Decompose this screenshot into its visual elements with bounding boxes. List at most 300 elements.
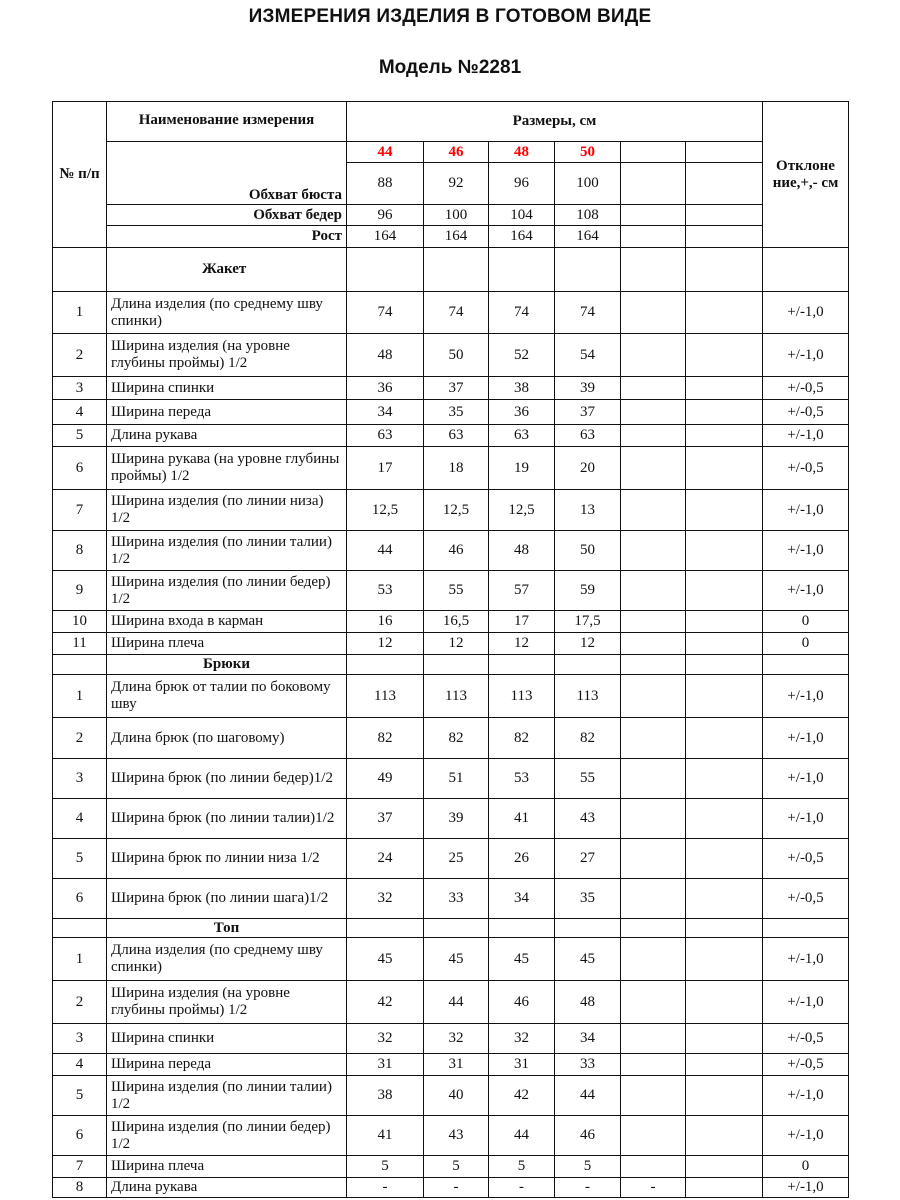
size-value: -: [555, 1178, 621, 1198]
row-number: 2: [53, 718, 107, 759]
deviation-value: +/-0,5: [763, 1054, 849, 1076]
row-number: 6: [53, 447, 107, 490]
size-value: 12: [424, 633, 489, 655]
deviation-value: +/-1,0: [763, 759, 849, 799]
deviation-value: +/-0,5: [763, 1024, 849, 1054]
row-number: 1: [53, 938, 107, 981]
size-value: -: [621, 1178, 686, 1198]
size-value: 16,5: [424, 611, 489, 633]
size-value: [686, 1116, 763, 1156]
table-row: [53, 981, 849, 1024]
header-row-sizes: [53, 142, 849, 163]
empty-cell: [555, 248, 621, 292]
deviation-value: +/-0,5: [763, 879, 849, 919]
table-row: [53, 447, 849, 490]
header-sizes: Размеры, см: [347, 102, 763, 142]
table-row: [53, 377, 849, 400]
empty-cell: [621, 919, 686, 938]
measurement-name: Ширина изделия (по линии бедер) 1/2: [107, 1116, 347, 1156]
size-value: 33: [424, 879, 489, 919]
hips-value: 104: [489, 205, 555, 226]
size-value: 46: [424, 531, 489, 571]
size-value: 48: [555, 981, 621, 1024]
table-row: [53, 490, 849, 531]
size-value: 35: [555, 879, 621, 919]
hips-value: 108: [555, 205, 621, 226]
size-value: [621, 981, 686, 1024]
deviation-value: +/-1,0: [763, 490, 849, 531]
size-value: 40: [424, 1076, 489, 1116]
size-value: [686, 1054, 763, 1076]
header-row-height: [53, 226, 849, 248]
deviation-value: +/-0,5: [763, 447, 849, 490]
size-value: 113: [347, 675, 424, 718]
size-value: 33: [555, 1054, 621, 1076]
section-title: Топ: [107, 919, 347, 938]
size-value: 63: [347, 425, 424, 447]
size-value: 43: [424, 1116, 489, 1156]
measurement-name: Длина рукава: [107, 425, 347, 447]
size-value: [621, 447, 686, 490]
size-value: 74: [555, 292, 621, 334]
measurement-name: Ширина брюк (по линии шага)1/2: [107, 879, 347, 919]
size-value: 45: [347, 938, 424, 981]
size-value: 44: [489, 1116, 555, 1156]
size-value: 36: [347, 377, 424, 400]
size-cell: 44: [347, 142, 424, 163]
size-value: 19: [489, 447, 555, 490]
table-row: [53, 425, 849, 447]
size-value: 12: [489, 633, 555, 655]
section-num-empty: [53, 919, 107, 938]
size-value: -: [424, 1178, 489, 1198]
size-value: 12: [555, 633, 621, 655]
measurement-name: Ширина переда: [107, 400, 347, 425]
size-value: [686, 938, 763, 981]
size-value: [621, 1156, 686, 1178]
empty-cell: [424, 655, 489, 675]
size-value: 74: [424, 292, 489, 334]
size-value: 12,5: [347, 490, 424, 531]
size-value: 49: [347, 759, 424, 799]
row-number: 5: [53, 425, 107, 447]
size-value: 31: [489, 1054, 555, 1076]
size-value: 34: [347, 400, 424, 425]
size-value: -: [347, 1178, 424, 1198]
size-value: 37: [555, 400, 621, 425]
row-number: 7: [53, 490, 107, 531]
table-row: [53, 799, 849, 839]
measurement-name: Ширина изделия (по линии низа) 1/2: [107, 490, 347, 531]
deviation-value: +/-1,0: [763, 1076, 849, 1116]
table-row: [53, 1178, 849, 1198]
size-value: 82: [555, 718, 621, 759]
deviation-value: +/-1,0: [763, 981, 849, 1024]
size-value: 45: [555, 938, 621, 981]
size-value: [621, 334, 686, 377]
size-value: -: [489, 1178, 555, 1198]
size-value: 38: [347, 1076, 424, 1116]
size-cell: [621, 142, 686, 163]
bust-value: [621, 163, 686, 205]
size-value: 37: [424, 377, 489, 400]
size-value: 25: [424, 839, 489, 879]
size-value: 45: [489, 938, 555, 981]
size-value: 43: [555, 799, 621, 839]
size-value: 48: [489, 531, 555, 571]
size-value: [686, 675, 763, 718]
size-value: 74: [489, 292, 555, 334]
row-number: 4: [53, 1054, 107, 1076]
size-value: 26: [489, 839, 555, 879]
height-value: 164: [489, 226, 555, 248]
measurement-name: Ширина изделия (по линии бедер) 1/2: [107, 571, 347, 611]
table-row: [53, 1076, 849, 1116]
empty-cell: [424, 919, 489, 938]
size-value: 50: [424, 334, 489, 377]
size-value: [686, 879, 763, 919]
deviation-value: +/-0,5: [763, 377, 849, 400]
size-value: 35: [424, 400, 489, 425]
row-number: 2: [53, 981, 107, 1024]
size-value: 55: [555, 759, 621, 799]
deviation-value: +/-1,0: [763, 1116, 849, 1156]
size-value: [621, 799, 686, 839]
empty-cell: [555, 919, 621, 938]
height-value: 164: [555, 226, 621, 248]
size-value: 27: [555, 839, 621, 879]
size-value: 36: [489, 400, 555, 425]
section-title: Брюки: [107, 655, 347, 675]
size-value: [621, 571, 686, 611]
model-number: Модель №2281: [378, 57, 522, 78]
size-value: [621, 425, 686, 447]
measurement-name: Длина изделия (по среднему шву спинки): [107, 292, 347, 334]
size-value: 42: [489, 1076, 555, 1116]
bust-value: [686, 163, 763, 205]
size-value: 24: [347, 839, 424, 879]
row-number: 8: [53, 531, 107, 571]
size-value: [686, 718, 763, 759]
deviation-value: +/-1,0: [763, 718, 849, 759]
table-row: [53, 292, 849, 334]
size-value: 59: [555, 571, 621, 611]
size-value: 63: [555, 425, 621, 447]
table-row: [53, 1024, 849, 1054]
size-value: [686, 377, 763, 400]
size-value: [621, 879, 686, 919]
deviation-value: 0: [763, 1156, 849, 1178]
size-value: [621, 1116, 686, 1156]
measurement-name: Длина рукава: [107, 1178, 347, 1198]
size-value: 44: [555, 1076, 621, 1116]
size-value: [621, 490, 686, 531]
size-value: 17,5: [555, 611, 621, 633]
measurement-name: Ширина плеча: [107, 1156, 347, 1178]
size-value: 37: [347, 799, 424, 839]
measurement-name: Ширина спинки: [107, 377, 347, 400]
size-value: [686, 292, 763, 334]
measurement-name: Ширина изделия (по линии талии) 1/2: [107, 531, 347, 571]
table-row: [53, 675, 849, 718]
bust-label: Обхват бюста: [107, 142, 347, 205]
size-value: [686, 799, 763, 839]
size-value: 34: [489, 879, 555, 919]
header-deviation: Отклоне ние,+,- см: [763, 102, 849, 248]
measurement-name: Ширина переда: [107, 1054, 347, 1076]
size-value: 44: [424, 981, 489, 1024]
hips-label: Обхват бедер: [107, 205, 347, 226]
table-row: [53, 759, 849, 799]
size-cell: 48: [489, 142, 555, 163]
size-value: [621, 633, 686, 655]
size-value: [686, 759, 763, 799]
measurements-table: [52, 101, 849, 1198]
row-number: 8: [53, 1178, 107, 1198]
size-value: 5: [555, 1156, 621, 1178]
size-value: [686, 1156, 763, 1178]
size-value: 20: [555, 447, 621, 490]
empty-cell: [489, 248, 555, 292]
header-row-hips: [53, 205, 849, 226]
size-value: 31: [424, 1054, 489, 1076]
row-number: 3: [53, 377, 107, 400]
height-label: Рост: [107, 226, 347, 248]
empty-cell: [489, 919, 555, 938]
header-num: № п/п: [53, 102, 107, 248]
empty-cell: [555, 655, 621, 675]
size-value: 38: [489, 377, 555, 400]
size-value: [621, 400, 686, 425]
table-row: [53, 839, 849, 879]
size-value: 45: [424, 938, 489, 981]
empty-cell: [621, 655, 686, 675]
deviation-value: +/-1,0: [763, 675, 849, 718]
size-value: 5: [424, 1156, 489, 1178]
size-value: [621, 938, 686, 981]
section-title: Жакет: [107, 248, 347, 292]
empty-cell: [621, 248, 686, 292]
size-value: 48: [347, 334, 424, 377]
measurement-name: Ширина брюк по линии низа 1/2: [107, 839, 347, 879]
section-row: [53, 919, 849, 938]
table-row: [53, 400, 849, 425]
height-value: 164: [347, 226, 424, 248]
empty-cell: [763, 655, 849, 675]
size-value: 63: [489, 425, 555, 447]
size-value: 113: [555, 675, 621, 718]
measurement-name: Ширина плеча: [107, 633, 347, 655]
size-value: [686, 425, 763, 447]
size-value: 17: [489, 611, 555, 633]
size-value: [686, 1024, 763, 1054]
row-number: 5: [53, 1076, 107, 1116]
table-row: [53, 879, 849, 919]
size-value: 18: [424, 447, 489, 490]
size-value: 54: [555, 334, 621, 377]
hips-value: [621, 205, 686, 226]
deviation-value: +/-1,0: [763, 571, 849, 611]
size-value: [621, 1024, 686, 1054]
table-row: [53, 938, 849, 981]
empty-cell: [686, 655, 763, 675]
table-row: [53, 633, 849, 655]
size-value: 55: [424, 571, 489, 611]
size-value: 32: [489, 1024, 555, 1054]
size-value: 31: [347, 1054, 424, 1076]
measurement-name: Ширина спинки: [107, 1024, 347, 1054]
size-value: [686, 400, 763, 425]
table-row: [53, 1054, 849, 1076]
deviation-value: +/-1,0: [763, 425, 849, 447]
measurement-name: Ширина входа в карман: [107, 611, 347, 633]
size-value: 12,5: [489, 490, 555, 531]
size-value: 53: [489, 759, 555, 799]
row-number: 7: [53, 1156, 107, 1178]
deviation-value: 0: [763, 633, 849, 655]
measurement-name: Ширина рукава (на уровне глубины проймы) 1/2: [107, 447, 347, 490]
row-number: 3: [53, 759, 107, 799]
size-value: [621, 675, 686, 718]
size-value: [686, 839, 763, 879]
size-value: 39: [555, 377, 621, 400]
size-value: 82: [347, 718, 424, 759]
deviation-value: +/-1,0: [763, 531, 849, 571]
bust-value: 92: [424, 163, 489, 205]
row-number: 10: [53, 611, 107, 633]
size-value: [621, 1054, 686, 1076]
size-value: [621, 759, 686, 799]
size-value: 13: [555, 490, 621, 531]
size-value: 53: [347, 571, 424, 611]
measurement-name: Длина изделия (по среднему шву спинки): [107, 938, 347, 981]
size-value: 12: [347, 633, 424, 655]
size-value: [686, 531, 763, 571]
size-value: [621, 292, 686, 334]
empty-cell: [686, 919, 763, 938]
deviation-value: +/-1,0: [763, 938, 849, 981]
empty-cell: [347, 655, 424, 675]
table-row: [53, 1116, 849, 1156]
empty-cell: [763, 919, 849, 938]
hips-value: 100: [424, 205, 489, 226]
size-value: 74: [347, 292, 424, 334]
size-value: 113: [424, 675, 489, 718]
size-value: 46: [489, 981, 555, 1024]
empty-cell: [489, 655, 555, 675]
deviation-value: +/-0,5: [763, 400, 849, 425]
size-value: [686, 571, 763, 611]
size-value: 17: [347, 447, 424, 490]
size-value: 52: [489, 334, 555, 377]
row-number: 11: [53, 633, 107, 655]
size-value: [686, 633, 763, 655]
size-value: [621, 1076, 686, 1116]
size-value: 113: [489, 675, 555, 718]
table-row: [53, 571, 849, 611]
size-value: 50: [555, 531, 621, 571]
deviation-value: 0: [763, 611, 849, 633]
size-value: 32: [424, 1024, 489, 1054]
document-title: ИЗМЕРЕНИЯ ИЗДЕЛИЯ В ГОТОВОМ ВИДЕ: [248, 6, 652, 27]
section-row: [53, 655, 849, 675]
row-number: 1: [53, 675, 107, 718]
size-cell: 50: [555, 142, 621, 163]
size-value: 46: [555, 1116, 621, 1156]
size-value: 41: [489, 799, 555, 839]
row-number: 1: [53, 292, 107, 334]
measurement-name: Ширина брюк (по линии талии)1/2: [107, 799, 347, 839]
row-number: 3: [53, 1024, 107, 1054]
row-number: 9: [53, 571, 107, 611]
bust-value: 100: [555, 163, 621, 205]
table-row: [53, 718, 849, 759]
size-value: 63: [424, 425, 489, 447]
size-value: 32: [347, 1024, 424, 1054]
size-value: [686, 334, 763, 377]
measurement-name: Ширина изделия (по линии талии) 1/2: [107, 1076, 347, 1116]
row-number: 4: [53, 799, 107, 839]
size-value: 16: [347, 611, 424, 633]
empty-cell: [347, 919, 424, 938]
size-value: [686, 1178, 763, 1198]
row-number: 6: [53, 1116, 107, 1156]
size-value: 51: [424, 759, 489, 799]
size-value: 5: [347, 1156, 424, 1178]
size-value: 34: [555, 1024, 621, 1054]
size-value: [621, 377, 686, 400]
measurement-name: Ширина изделия (на уровне глубины проймы) 1/2: [107, 981, 347, 1024]
size-value: [621, 611, 686, 633]
size-value: 57: [489, 571, 555, 611]
size-value: 82: [424, 718, 489, 759]
size-cell: 46: [424, 142, 489, 163]
height-value: [621, 226, 686, 248]
size-value: 39: [424, 799, 489, 839]
measurement-name: Ширина брюк (по линии бедер)1/2: [107, 759, 347, 799]
size-value: [686, 447, 763, 490]
section-num-empty: [53, 248, 107, 292]
deviation-value: +/-1,0: [763, 799, 849, 839]
hips-value: [686, 205, 763, 226]
size-value: 12,5: [424, 490, 489, 531]
empty-cell: [686, 248, 763, 292]
height-value: 164: [424, 226, 489, 248]
empty-cell: [763, 248, 849, 292]
section-row: [53, 248, 849, 292]
deviation-value: +/-0,5: [763, 839, 849, 879]
size-value: 82: [489, 718, 555, 759]
measurement-name: Длина брюк от талии по боковому шву: [107, 675, 347, 718]
deviation-value: +/-1,0: [763, 292, 849, 334]
hips-value: 96: [347, 205, 424, 226]
size-value: 5: [489, 1156, 555, 1178]
size-value: [686, 611, 763, 633]
deviation-value: +/-1,0: [763, 1178, 849, 1198]
table-row: [53, 1156, 849, 1178]
size-value: [686, 490, 763, 531]
row-number: 5: [53, 839, 107, 879]
size-value: 32: [347, 879, 424, 919]
row-number: 4: [53, 400, 107, 425]
size-value: 42: [347, 981, 424, 1024]
size-cell: [686, 142, 763, 163]
height-value: [686, 226, 763, 248]
header-name: Наименование измерения: [107, 102, 347, 142]
empty-cell: [347, 248, 424, 292]
size-value: [621, 718, 686, 759]
table-row: [53, 611, 849, 633]
